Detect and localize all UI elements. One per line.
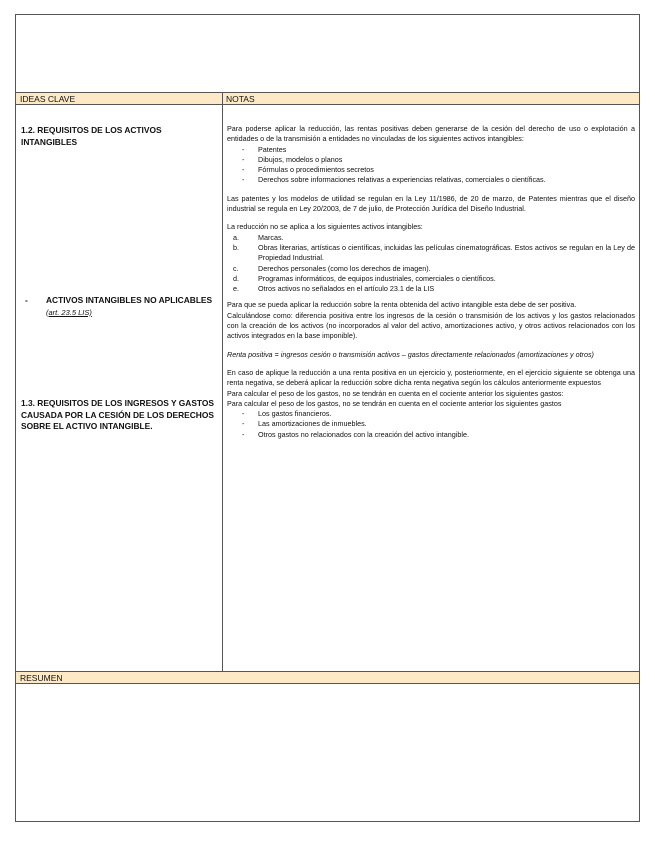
section-title-1-2: 1.2. REQUISITOS DE LOS ACTIVOS INTANGIBLES — [21, 125, 162, 147]
note-paragraph: Para calcular el peso de los gastos, no se tendrán en cuenta en el cociente anterior los siguientes gastos: — [227, 388, 564, 398]
list-item: c. Derechos personales (como los derechos de imagen). — [233, 263, 431, 273]
list-item: e. Otros activos no señalados en el artículo 23.1 de la LIS — [233, 284, 435, 294]
ideas-clave-header: IDEAS CLAVE — [20, 94, 76, 104]
note-paragraph: Para calcular el peso de los gastos, no se tendrán en cuenta en el cociente anterior los siguientes gastos — [227, 398, 562, 408]
list-item: - Dibujos, modelos o planos — [242, 154, 343, 164]
section-title-1-3: 1.3. REQUISITOS DE LOS INGRESOS Y GASTOS CAUSADA POR LA CESIÓN DE LOS DERECHOS SOBRE EL ACTIVO INTANGIBLE. — [21, 398, 214, 431]
list-item: d. Programas informáticos, de equipos industriales, comerciales o científicos. — [233, 273, 496, 283]
list-item: - Fórmulas o procedimientos secretos — [242, 165, 374, 175]
article-link[interactable]: (art. 23.5 LIS) — [46, 307, 92, 317]
note-paragraph: Para que se pueda aplicar la reducción sobre la renta obtenida del activo intangible esta debe de ser positiva. — [227, 300, 577, 310]
note-paragraph: La reducción no se aplica a los siguientes activos intangibles: — [227, 222, 423, 232]
header-bar — [16, 92, 639, 105]
formula-paragraph: Renta positiva = ingresos cesión o transmisión activos – gastos directamente relacionados (amortizaciones y otros) — [227, 349, 594, 359]
list-item: - Patentes — [242, 144, 287, 154]
summary-header — [16, 671, 639, 684]
subsection-no-aplicables — [25, 295, 218, 318]
note-paragraph: Para poderse aplicar la reducción, las rentas positivas deben generarse de la cesión del derecho de uso o explotación a entidades o de la transmisión a entidades no vinculadas de los siguientes activos intangibles: — [227, 124, 635, 144]
column-divider — [222, 105, 223, 672]
list-item: a. Marcas. — [233, 232, 284, 242]
excluded-assets-list — [227, 233, 635, 295]
notes-page — [15, 14, 640, 822]
list-item: - Los gastos financieros. — [242, 409, 332, 419]
note-paragraph: En caso de aplique la reducción a una renta positiva en un ejercicio y, posteriormente, en el ejercicio siguiente se obtenga una renta negativa, se deberá aplicar la reducción sobre dicha renta negativa según los cálculos anteriormente expuestos — [227, 367, 635, 388]
notas-header: NOTAS — [226, 94, 255, 104]
note-paragraph: Las patentes y los modelos de utilidad se regulan en la Ley 11/1986, de 20 de marzo, de Patentes mientras que el diseño industrial se regula en Ley 20/2003, de 7 de julio, de Protección Jurídica del Diseño Industrial. — [227, 193, 635, 214]
subsection-title: ACTIVOS INTANGIBLES NO APLICABLES — [46, 295, 213, 305]
header-divider — [222, 92, 223, 105]
list-item: b. Obras literarias, artísticas o científicas, incluidas las películas cinematográficas. Estos activos se regulan en la Ley de Propiedad Industrial. — [233, 242, 635, 263]
excluded-expenses-list — [227, 409, 635, 440]
list-item: - Derechos sobre informaciones relativas a experiencias relativas, comerciales o científicas. — [242, 175, 546, 185]
subsection-dash: - — [25, 295, 28, 305]
list-item: - Otros gastos no relacionados con la creación del activo intangible. — [242, 429, 469, 439]
resumen-header: RESUMEN — [20, 673, 63, 683]
summary-area[interactable] — [16, 684, 639, 821]
note-paragraph: Calculándose como: diferencia positiva entre los ingresos de la cesión o transmisión de los activos y los gastos relacionados con la creación de los activos (no incorporados al valor del activo, amortizaciones activo, y otros activos relacionados con los activos integrados en la base imponible). — [227, 310, 635, 341]
intangible-assets-list — [227, 145, 635, 186]
list-item: - Las amortizaciones de inmuebles. — [242, 419, 367, 429]
notes-column — [227, 124, 635, 440]
